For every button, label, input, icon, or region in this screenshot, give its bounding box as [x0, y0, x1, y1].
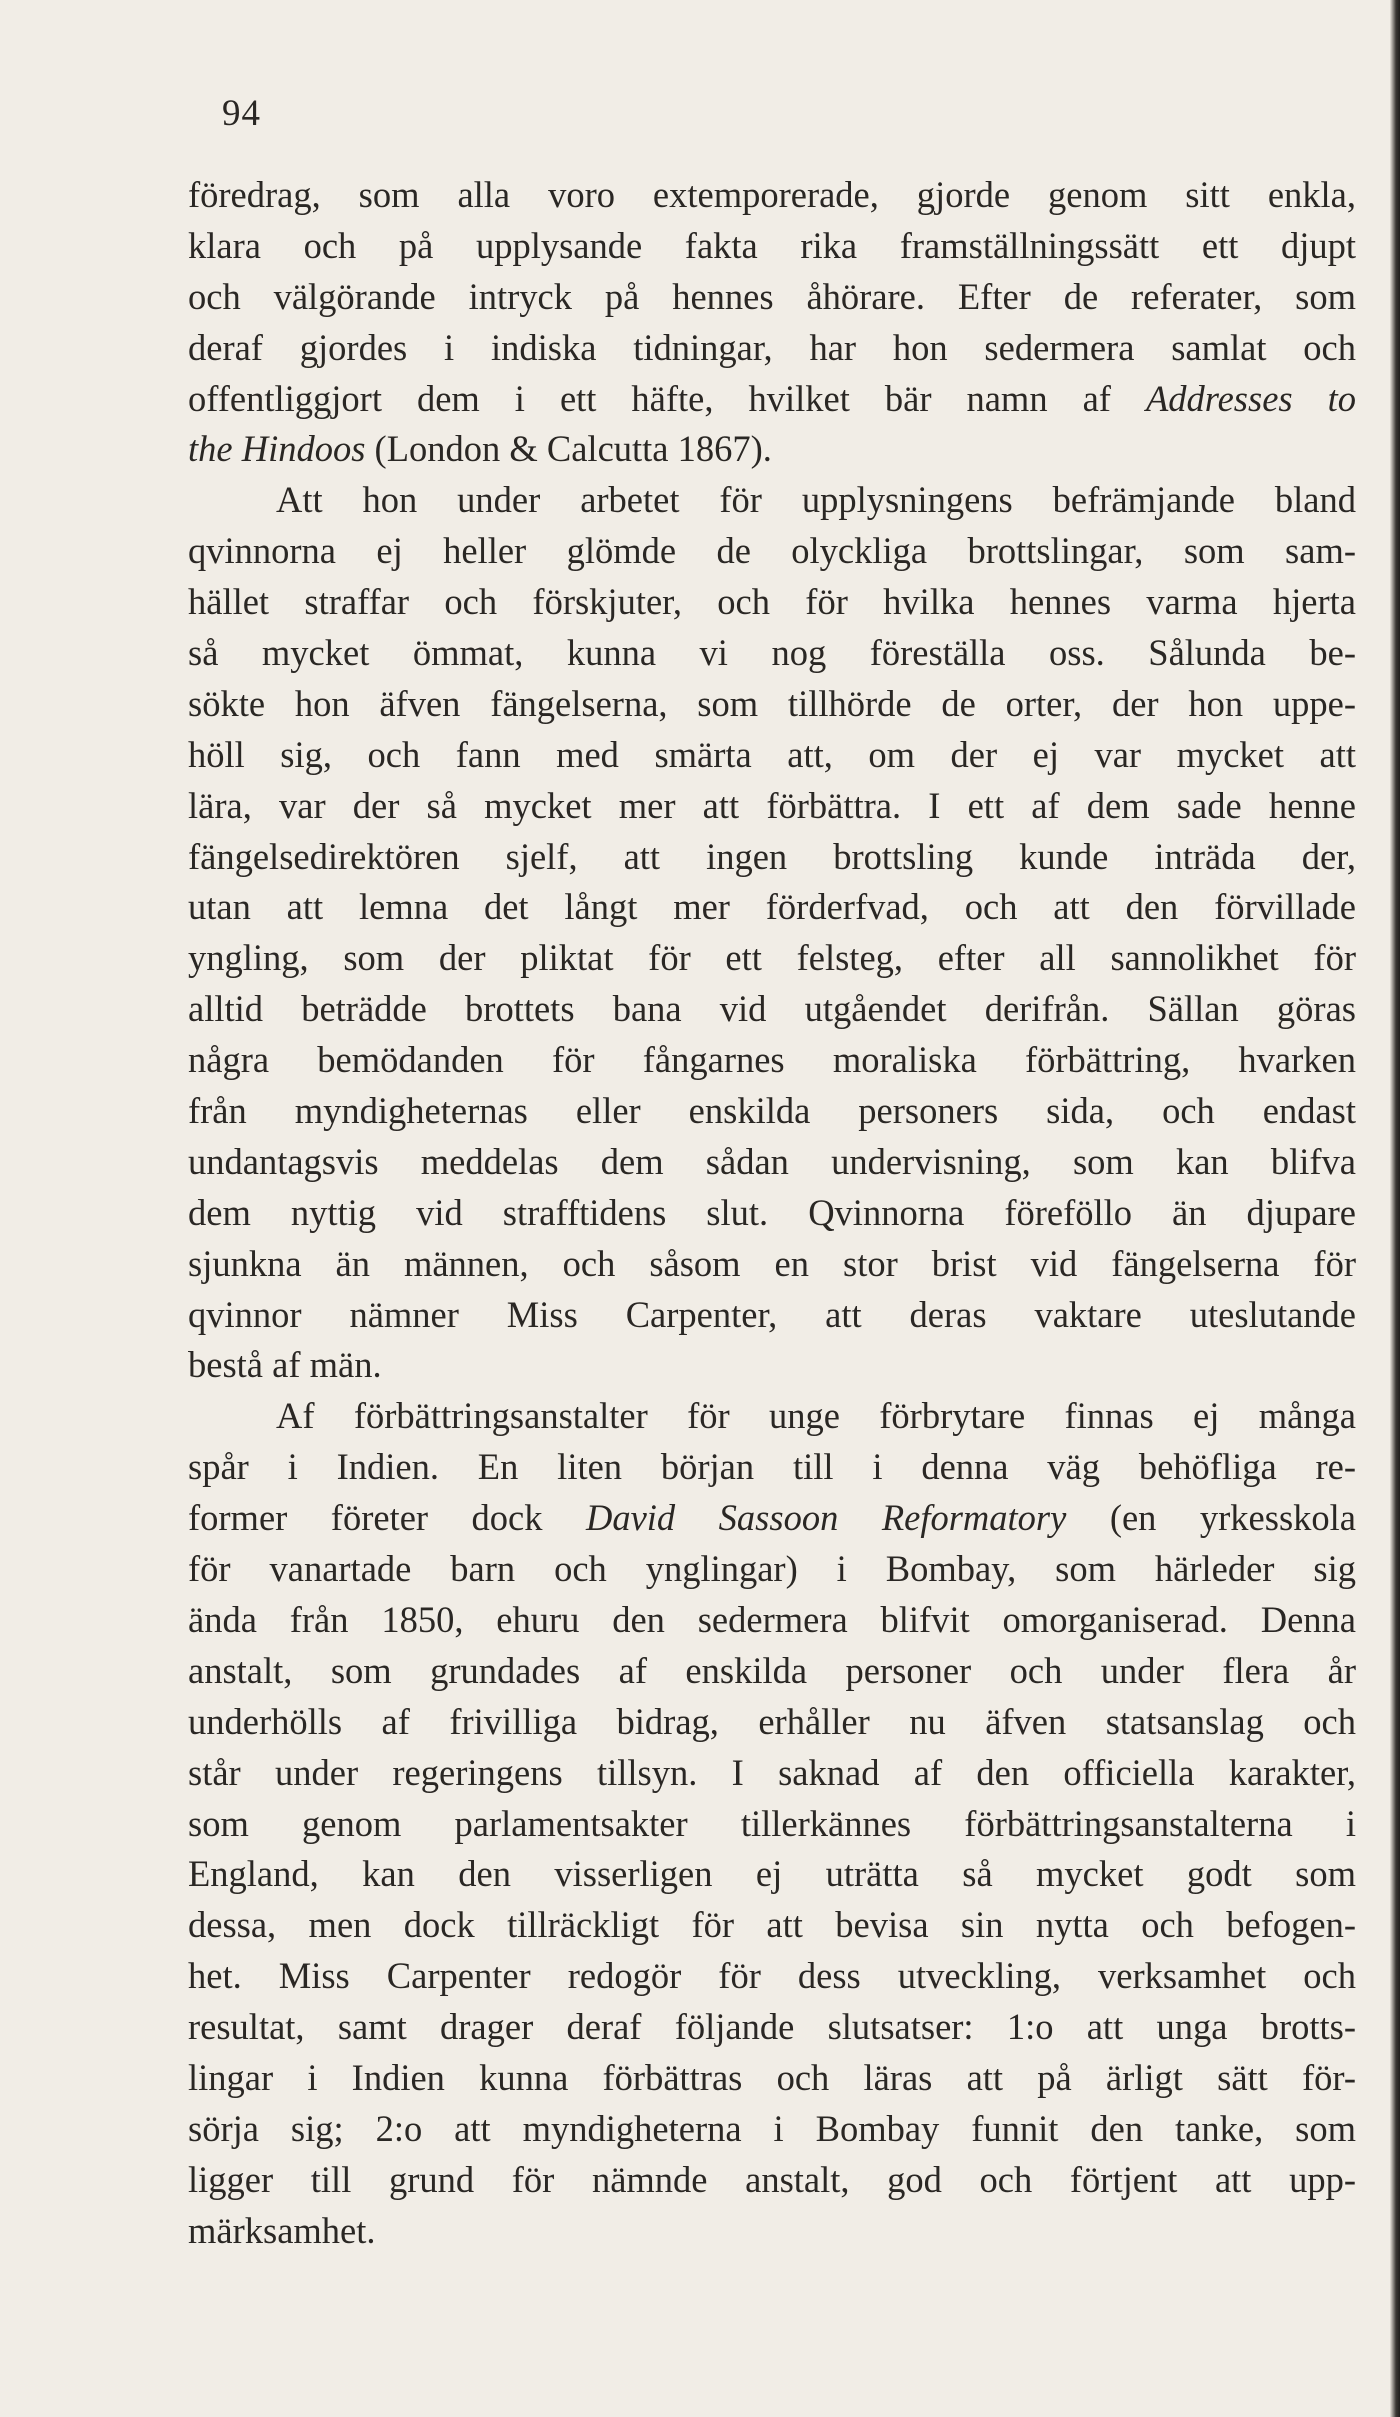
- text-run: anstalt, som grundades af enskilda personer och under flera år: [188, 1649, 1356, 1691]
- text-run: dessa, men dock tillräckligt för att bevisa sin nytta och befogen-: [188, 1904, 1356, 1946]
- text-run: sörja sig; 2:o att myndigheterna i Bombay funnit den tanke, som: [188, 2107, 1356, 2149]
- italic-title: Addresses to: [1145, 377, 1356, 419]
- text-run: (en yrkesskola: [1066, 1497, 1356, 1539]
- text-line: [188, 1086, 1356, 1137]
- text-run: Af förbättringsanstalter för unge förbrytare finnas ej många: [276, 1395, 1356, 1437]
- text-line: [188, 1391, 1356, 1442]
- text-line: [188, 832, 1356, 883]
- text-line: [188, 1951, 1356, 2002]
- text-line: [188, 1900, 1356, 1951]
- text-run: bestå af män.: [188, 1344, 382, 1386]
- text-run: höll sig, och fann med smärta att, om der ej var mycket att: [188, 733, 1356, 775]
- text-line: [188, 1035, 1356, 1086]
- text-line: [188, 577, 1356, 628]
- text-run: England, kan den visserligen ej uträtta så mycket godt som: [188, 1853, 1356, 1895]
- text-run: lära, var der så mycket mer att förbättra. I ett af dem sade henne: [188, 784, 1356, 826]
- text-run: yngling, som der pliktat för ett felsteg, efter all sannolikhet för: [188, 937, 1356, 979]
- text-line: [188, 1544, 1356, 1595]
- text-run: för vanartade barn och ynglingar) i Bombay, som härleder sig: [188, 1548, 1356, 1590]
- text-line: [188, 1799, 1356, 1850]
- text-line: [188, 424, 1356, 475]
- text-line: [188, 526, 1356, 577]
- text-line: [188, 221, 1356, 272]
- text-run: ända från 1850, ehuru den sedermera blifvit omorganiserad. Denna: [188, 1598, 1356, 1640]
- text-run: resultat, samt drager deraf följande slutsatser: 1:o att unga brotts-: [188, 2006, 1356, 2048]
- italic-title: the Hindoos: [188, 428, 366, 470]
- text-line: [188, 933, 1356, 984]
- text-run: deraf gjordes i indiska tidningar, har hon sedermera samlat och: [188, 326, 1356, 368]
- text-line: [188, 2053, 1356, 2104]
- text-run: underhölls af frivilliga bidrag, erhåller nu äfven statsanslag och: [188, 1700, 1356, 1742]
- text-run: och välgörande intryck på hennes åhörare. Efter de referater, som: [188, 275, 1356, 317]
- text-line: [188, 170, 1356, 221]
- text-run: märksamhet.: [188, 2209, 376, 2251]
- text-line: [188, 2206, 1356, 2257]
- text-line: [188, 2104, 1356, 2155]
- text-run: qvinnor nämner Miss Carpenter, att deras vaktare uteslutande: [188, 1293, 1356, 1335]
- text-line: [188, 2002, 1356, 2053]
- text-run: sökte hon äfven fängelserna, som tillhörde de orter, der hon uppe-: [188, 682, 1356, 724]
- text-run: klara och på upplysande fakta rika framställningssätt ett djupt: [188, 224, 1356, 266]
- text-line: [188, 1849, 1356, 1900]
- text-line: [188, 1442, 1356, 1493]
- text-line: [188, 374, 1356, 425]
- text-run: dem nyttig vid strafftidens slut. Qvinnorna föreföllo än djupare: [188, 1191, 1356, 1233]
- text-run: het. Miss Carpenter redogör för dess utveckling, verksamhet och: [188, 1955, 1356, 1997]
- text-run: former företer dock: [188, 1497, 586, 1539]
- text-line: [188, 1188, 1356, 1239]
- text-line: [188, 984, 1356, 1035]
- page-edge: [1390, 0, 1400, 2417]
- text-line: [188, 2155, 1356, 2206]
- text-line: [188, 1595, 1356, 1646]
- text-line: [188, 323, 1356, 374]
- italic-title: David Sassoon Reformatory: [585, 1497, 1067, 1539]
- text-run: föredrag, som alla voro extemporerade, gjorde genom sitt enkla,: [188, 174, 1356, 215]
- text-run: offentliggjort dem i ett häfte, hvilket bär namn af: [188, 377, 1146, 419]
- text-run: spår i Indien. En liten början till i denna väg behöfliga re-: [188, 1446, 1356, 1488]
- text-run: Att hon under arbetet för upplysningens befrämjande bland: [276, 479, 1356, 521]
- text-run: så mycket ömmat, kunna vi nog föreställa oss. Sålunda be-: [188, 632, 1356, 674]
- text-line: [188, 1748, 1356, 1799]
- text-line: [188, 679, 1356, 730]
- text-line: [188, 1340, 1356, 1391]
- text-run: hället straffar och förskjuter, och för hvilka hennes varma hjerta: [188, 581, 1356, 623]
- text-line: [188, 730, 1356, 781]
- text-run: sjunkna än männen, och såsom en stor brist vid fängelserna för: [188, 1242, 1356, 1284]
- text-line: [188, 628, 1356, 679]
- text-run: som genom parlamentsakter tillerkännes förbättringsanstalterna i: [188, 1802, 1356, 1844]
- text-line: [188, 1493, 1356, 1544]
- text-line: [188, 475, 1356, 526]
- text-run: qvinnorna ej heller glömde de olyckliga brottslingar, som sam-: [188, 530, 1356, 572]
- text-line: [188, 781, 1356, 832]
- text-line: [188, 1697, 1356, 1748]
- page-number: 94: [222, 93, 261, 134]
- text-line: [188, 272, 1356, 323]
- text-run: några bemödanden för fångarnes moraliska förbättring, hvarken: [188, 1039, 1356, 1081]
- text-line: [188, 1290, 1356, 1341]
- text-run: står under regeringens tillsyn. I saknad af den officiella karakter,: [188, 1751, 1356, 1793]
- text-run: från myndigheternas eller enskilda personers sida, och endast: [188, 1090, 1356, 1132]
- text-run: alltid beträdde brottets bana vid utgåendet derifrån. Sällan göras: [188, 988, 1356, 1030]
- body-text: [188, 170, 1356, 2257]
- text-run: utan att lemna det långt mer förderfvad, och att den förvillade: [188, 886, 1356, 928]
- text-line: [188, 1239, 1356, 1290]
- text-run: lingar i Indien kunna förbättras och läras att på ärligt sätt för-: [188, 2056, 1356, 2098]
- text-line: [188, 882, 1356, 933]
- text-run: ligger till grund för nämnde anstalt, god och förtjent att upp-: [188, 2158, 1356, 2200]
- text-line: [188, 1137, 1356, 1188]
- text-line: [188, 1646, 1356, 1697]
- text-run: undantagsvis meddelas dem sådan undervisning, som kan blifva: [188, 1140, 1356, 1182]
- text-run: (London & Calcutta 1867).: [365, 428, 772, 470]
- text-run: fängelsedirektören sjelf, att ingen brottsling kunde inträda der,: [188, 835, 1356, 877]
